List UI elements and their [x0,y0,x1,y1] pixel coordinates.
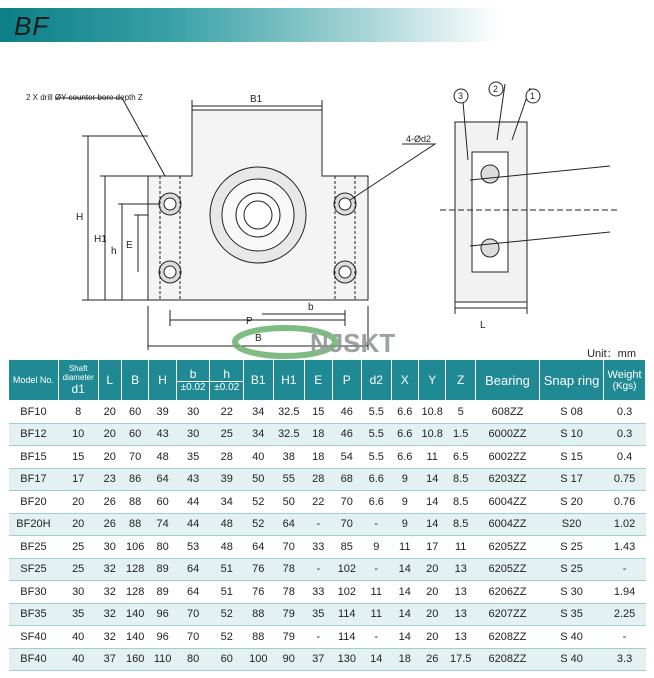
table-cell: 64 [244,536,274,559]
dim-h-small: h [111,246,117,257]
table-cell: 78 [273,558,305,581]
table-cell: 6.6 [391,401,418,424]
table-cell: 64 [176,581,210,604]
table-cell: 6205ZZ [475,558,539,581]
table-cell: 20 [418,558,445,581]
table-cell: 0.76 [604,491,646,514]
table-cell: 20 [418,603,445,626]
table-cell: 52 [244,491,274,514]
table-cell: 20 [98,446,121,469]
table-cell: 14 [391,558,418,581]
table-cell: 60 [121,423,148,446]
table-cell: 6004ZZ [475,491,539,514]
table-cell: 8 [58,401,98,424]
table-row [9,513,646,536]
table-cell: 54 [332,446,362,469]
table-cell: 9 [362,536,392,559]
table-cell: 52 [210,626,244,649]
dim-b1: B1 [250,94,263,105]
table-cell: 13 [446,581,476,604]
table-cell: 60 [121,401,148,424]
table-cell: 89 [149,581,176,604]
table-cell: 79 [273,603,305,626]
table-cell: 17 [418,536,445,559]
table-cell: 40 [244,446,274,469]
table-cell: 18 [305,423,332,446]
table-cell: 40 [58,648,98,671]
table-cell: 35 [58,603,98,626]
table-cell: 22 [305,491,332,514]
model-cell: SF40 [9,626,59,649]
table-cell: 35 [176,446,210,469]
table-cell: 89 [149,558,176,581]
table-cell: 128 [121,558,148,581]
col-x: X [391,360,418,401]
callout-holes: 4-Ød2 [406,134,432,144]
table-cell: 0.75 [604,468,646,491]
table-cell: 20 [418,626,445,649]
table-cell: 13 [446,603,476,626]
title-banner [0,8,654,42]
table-cell: 140 [121,626,148,649]
table-row [9,401,646,424]
table-cell: 88 [121,513,148,536]
table-cell: 32 [98,603,121,626]
col-b1: B1 [244,360,274,401]
table-cell: 34 [244,401,274,424]
table-row [9,626,646,649]
table-cell: 52 [210,603,244,626]
table-cell: 64 [176,558,210,581]
table-cell: 46 [332,401,362,424]
table-cell: 20 [58,513,98,536]
table-cell: 50 [244,468,274,491]
table-cell: 14 [418,468,445,491]
model-cell: BF17 [9,468,59,491]
table-cell: 80 [176,648,210,671]
table-cell: 43 [176,468,210,491]
table-cell: 70 [121,446,148,469]
table-cell: 128 [121,581,148,604]
table-row [9,558,646,581]
table-cell: 6002ZZ [475,446,539,469]
table-row [9,423,646,446]
table-cell: 33 [305,536,332,559]
table-cell: 102 [332,558,362,581]
table-cell: 60 [210,648,244,671]
table-cell: 40 [58,626,98,649]
model-cell: BF15 [9,446,59,469]
dim-h: H [76,212,84,223]
table-cell: 8.5 [446,513,476,536]
table-cell: 15 [58,446,98,469]
table-cell: 6.6 [391,423,418,446]
table-cell: 1.02 [604,513,646,536]
table-cell: 14 [391,603,418,626]
table-cell: 53 [176,536,210,559]
table-cell: 14 [362,648,392,671]
table-cell: 48 [149,446,176,469]
table-cell: 5 [446,401,476,424]
table-cell: 51 [210,558,244,581]
table-cell: 60 [149,491,176,514]
table-cell: 608ZZ [475,401,539,424]
table-cell: 38 [273,446,305,469]
table-cell: 20 [98,401,121,424]
table-cell: 114 [332,603,362,626]
col-bearing: Bearing [475,360,539,401]
col-snap-ring: Snap ring [540,360,604,401]
table-cell: 6208ZZ [475,626,539,649]
table-cell: 1.43 [604,536,646,559]
model-cell: SF25 [9,558,59,581]
table-cell: 88 [244,603,274,626]
table-cell: 79 [273,626,305,649]
table-cell: 11 [446,536,476,559]
table-cell: 25 [210,423,244,446]
table-cell: 6.6 [362,468,392,491]
model-cell: BF20H [9,513,59,536]
table-cell: 17 [58,468,98,491]
table-cell: 44 [176,513,210,536]
part-callout-3: 3 [458,91,464,101]
table-cell: 30 [176,423,210,446]
table-cell: 130 [332,648,362,671]
table-cell: 18 [391,648,418,671]
table-cell: 6203ZZ [475,468,539,491]
table-cell: 88 [121,491,148,514]
table-cell: 34 [210,491,244,514]
table-cell: 96 [149,626,176,649]
table-cell: S 25 [540,536,604,559]
model-cell: BF35 [9,603,59,626]
table-cell: 9 [391,491,418,514]
boss-inner-circle [236,193,280,237]
table-cell: 52 [244,513,274,536]
table-cell: 13 [446,558,476,581]
table-cell: S 40 [540,648,604,671]
table-cell: S20 [540,513,604,536]
table-cell: S 35 [540,603,604,626]
col-z: Z [446,360,476,401]
table-cell: 0.4 [604,446,646,469]
table-cell: 32.5 [273,423,305,446]
table-cell: 34 [244,423,274,446]
dim-e: E [126,240,133,251]
table-cell: 14 [418,513,445,536]
table-row [9,446,646,469]
technical-drawing [0,70,654,360]
table-cell: S 08 [540,401,604,424]
table-cell: 26 [98,491,121,514]
table-cell: 96 [149,603,176,626]
table-cell: - [362,513,392,536]
table-row [9,603,646,626]
table-cell: 6.5 [446,446,476,469]
table-cell: 35 [305,603,332,626]
table-cell: S 17 [540,468,604,491]
col-weight-top: Weight [607,368,642,381]
table-cell: S 40 [540,626,604,649]
table-cell: 90 [273,648,305,671]
col-p: P [332,360,362,401]
table-cell: 32 [98,581,121,604]
table-cell: 86 [121,468,148,491]
table-cell: 80 [149,536,176,559]
table-cell: - [362,558,392,581]
table-cell: 8.5 [446,491,476,514]
table-cell: 5.5 [362,423,392,446]
model-cell: BF25 [9,536,59,559]
table-cell: - [604,626,646,649]
col-shaft-top: Shaft [68,364,88,373]
table-cell: 6205ZZ [475,536,539,559]
table-cell: 9 [391,513,418,536]
table-cell: 10 [58,423,98,446]
table-cell: 70 [332,513,362,536]
table-cell: 32 [98,626,121,649]
table-cell: - [604,558,646,581]
dim-b-small: b [308,302,314,313]
table-cell: 20 [418,581,445,604]
part-callout-1: 1 [530,91,536,101]
table-cell: 10.8 [418,401,445,424]
table-cell: 78 [273,581,305,604]
table-cell: 1.5 [446,423,476,446]
table-cell: 0.3 [604,401,646,424]
col-b-small-label: b [189,367,197,381]
table-cell: 9 [391,468,418,491]
col-weight-bot: (Kgs) [612,380,637,392]
table-cell: 30 [176,401,210,424]
table-cell: 30 [58,581,98,604]
table-cell: 26 [98,513,121,536]
table-cell: 6206ZZ [475,581,539,604]
table-cell: 15 [305,401,332,424]
table-cell: 48 [210,513,244,536]
table-cell: 2.25 [604,603,646,626]
table-cell: 14 [391,581,418,604]
table-cell: S 15 [540,446,604,469]
col-b: B [121,360,148,401]
table-cell: 28 [305,468,332,491]
table-cell: 37 [305,648,332,671]
table-cell: - [305,513,332,536]
table-cell: 6004ZZ [475,513,539,536]
table-cell: 14 [391,626,418,649]
col-y: Y [418,360,445,401]
table-cell: 26 [418,648,445,671]
table-cell: 11 [362,581,392,604]
table-cell: 55 [273,468,305,491]
table-cell: 6.6 [362,491,392,514]
table-cell: 28 [210,446,244,469]
table-cell: 33 [305,581,332,604]
table-row [9,468,646,491]
table-cell: 46 [332,423,362,446]
table-cell: S 25 [540,558,604,581]
watermark-text: NJSKT [310,328,396,358]
table-row [9,581,646,604]
table-cell: 6207ZZ [475,603,539,626]
table-cell: S 10 [540,423,604,446]
table-cell: 17.5 [446,648,476,671]
table-row [9,648,646,671]
table-cell: 70 [176,603,210,626]
table-cell: 76 [244,581,274,604]
table-cell: - [362,626,392,649]
table-cell: 43 [149,423,176,446]
dim-b: B [255,333,262,344]
dim-h1: H1 [94,234,107,245]
table-cell: 6208ZZ [475,648,539,671]
col-d2: d2 [362,360,392,401]
table-cell: S 20 [540,491,604,514]
col-weight [604,360,646,401]
model-cell: BF10 [9,401,59,424]
table-cell: 13 [446,626,476,649]
table-cell: 20 [58,491,98,514]
table-cell: 44 [176,491,210,514]
table-cell: 102 [332,581,362,604]
table-cell: 39 [149,401,176,424]
table-cell: 18 [305,446,332,469]
table-row [9,536,646,559]
model-cell: BF20 [9,491,59,514]
table-cell: 70 [176,626,210,649]
table-cell: 20 [98,423,121,446]
table-cell: 25 [58,536,98,559]
table-cell: 6000ZZ [475,423,539,446]
table-cell: 68 [332,468,362,491]
col-e: E [305,360,332,401]
table-cell: 11 [362,603,392,626]
col-model: Model No. [9,360,59,401]
table-cell: 110 [149,648,176,671]
dim-p: P [246,316,253,327]
col-h: H [149,360,176,401]
table-cell: 114 [332,626,362,649]
table-cell: 76 [244,558,274,581]
banner-gradient-bar [0,8,500,42]
table-cell: - [305,626,332,649]
col-shaft-mid: diameter [62,373,94,382]
model-cell: BF30 [9,581,59,604]
table-cell: 1.94 [604,581,646,604]
col-shaft [58,360,98,401]
table-cell: 160 [121,648,148,671]
table-cell: 64 [273,513,305,536]
table-cell: 5.5 [362,446,392,469]
table-cell: 70 [332,491,362,514]
table-cell: - [305,558,332,581]
col-h-small [210,360,244,401]
table-cell: 32 [98,558,121,581]
table-cell: 10.8 [418,423,445,446]
table-cell: 25 [58,558,98,581]
table-cell: 37 [98,648,121,671]
part-callout-2: 2 [493,84,499,94]
table-cell: 6.6 [391,446,418,469]
table-cell: 48 [210,536,244,559]
table-cell: 106 [121,536,148,559]
table-row [9,491,646,514]
table-cell: 50 [273,491,305,514]
spec-table [8,359,646,671]
table-cell: S 30 [540,581,604,604]
col-shaft-bot: d1 [71,382,85,396]
table-cell: 5.5 [362,401,392,424]
col-l: L [98,360,121,401]
header-row [9,360,646,401]
table-cell: 11 [391,536,418,559]
col-h-small-tol: ±0.02 [210,381,243,393]
table-cell: 32.5 [273,401,305,424]
model-cell: BF12 [9,423,59,446]
table-cell: 8.5 [446,468,476,491]
unit-label: Unit：mm [587,348,636,360]
table-cell: 11 [418,446,445,469]
table-cell: 0.3 [604,423,646,446]
table-cell: 22 [210,401,244,424]
table-cell: 39 [210,468,244,491]
col-h1: H1 [273,360,305,401]
dim-l: L [480,320,486,331]
table-cell: 140 [121,603,148,626]
table-cell: 74 [149,513,176,536]
col-b-small [176,360,210,401]
page-title: BF [14,11,50,41]
table-cell: 100 [244,648,274,671]
table-cell: 70 [273,536,305,559]
col-b-small-tol: ±0.02 [177,381,210,393]
table-cell: 51 [210,581,244,604]
table-cell: 23 [98,468,121,491]
table-cell: 64 [149,468,176,491]
table-cell: 30 [98,536,121,559]
table-cell: 3.3 [604,648,646,671]
spec-table-body [9,401,646,671]
table-cell: 14 [418,491,445,514]
callout-drill: 2 X drill ØY counter bore depth Z [26,93,143,102]
col-h-small-label: h [223,367,231,381]
table-cell: 85 [332,536,362,559]
model-cell: BF40 [9,648,59,671]
table-cell: 88 [244,626,274,649]
